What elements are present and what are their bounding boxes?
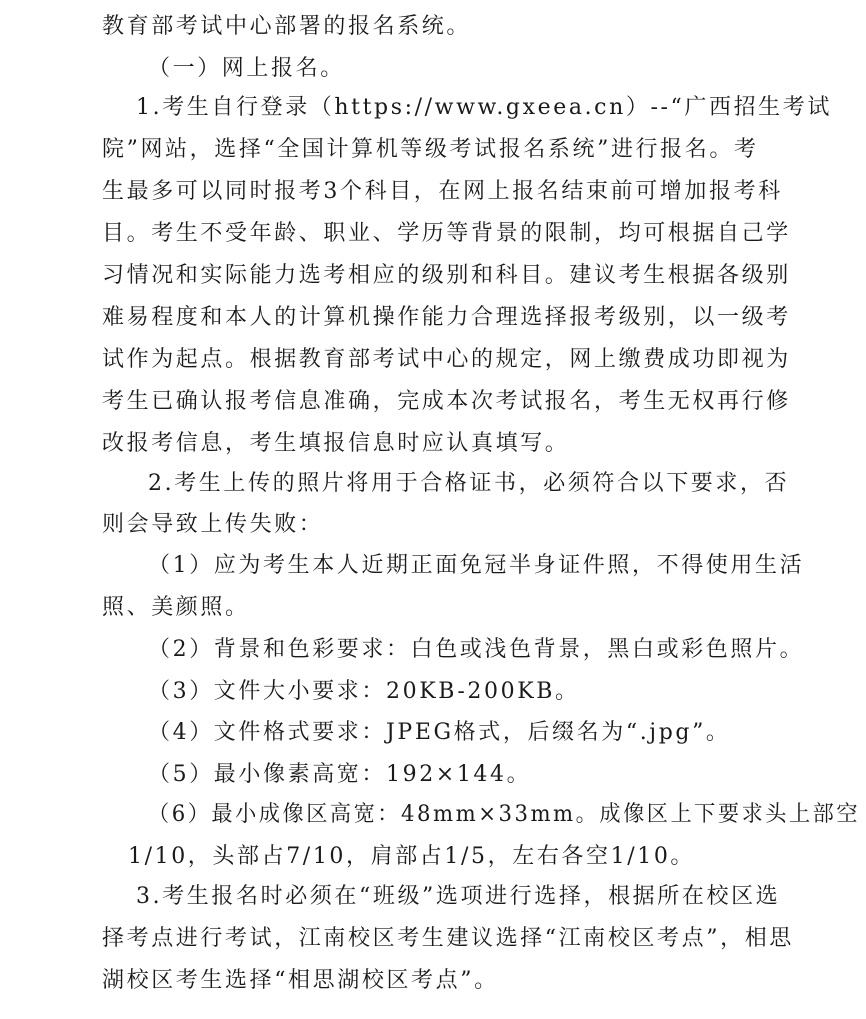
text-line: 改报考信息，考生填报信息时应认真填写。	[102, 431, 570, 456]
text-line: 教育部考试中心部署的报名系统。	[102, 14, 472, 39]
text-line: 难易程度和本人的计算机操作能力合理选择报考级别，以一级考	[102, 305, 791, 330]
text-line: 3.考生报名时必须在“班级”选项进行选择，根据所在校区选	[136, 884, 781, 909]
text-line: 院”网站，选择“全国计算机等级考试报名系统”进行报名。考	[102, 137, 759, 162]
text-line: 目。考生不受年龄、职业、学历等背景的限制，均可根据自己学	[102, 221, 791, 246]
list-item: （3）文件大小要求：20KB-200KB。	[148, 679, 580, 704]
text-line: 试作为起点。根据教育部考试中心的规定，网上缴费成功即视为	[102, 347, 791, 372]
text-line: 生最多可以同时报考3个科目，在网上报名结束前可增加报考科	[102, 179, 783, 204]
list-item: （4）文件格式要求：JPEG格式，后缀名为“.jpg”。	[148, 720, 731, 745]
list-item: （1）应为考生本人近期正面免冠半身证件照，不得使用生活	[148, 553, 805, 578]
section-heading: （一）网上报名。	[148, 56, 345, 81]
text-line: 择考点进行考试，江南校区考生建议选择“江南校区考点”，相思	[102, 926, 794, 951]
text-line: 1/10，头部占7/10，肩部占1/5，左右各空1/10。	[128, 844, 696, 869]
list-item: （2）背景和色彩要求：白色或浅色背景，黑白或彩色照片。	[148, 637, 805, 662]
list-item: （5）最小像素高宽：192×144。	[148, 762, 532, 787]
text-line: 1.考生自行登录（https://www.gxeea.cn）--“广西招生考试	[136, 95, 832, 120]
text-line: 照、美颜照。	[102, 595, 250, 620]
text-line: 习情况和实际能力选考相应的级别和科目。建议考生根据各级别	[102, 263, 791, 288]
text-line: 考生已确认报考信息准确，完成本次考试报名，考生无权再行修	[102, 389, 791, 414]
text-line: 2.考生上传的照片将用于合格证书，必须符合以下要求，否	[148, 471, 790, 496]
list-item: （6）最小成像区高宽：48mm×33mm。成像区上下要求头上部空	[148, 802, 861, 827]
text-line: 湖校区考生选择“相思湖校区考点”。	[102, 968, 499, 993]
text-line: 则会导致上传失败：	[102, 512, 324, 537]
